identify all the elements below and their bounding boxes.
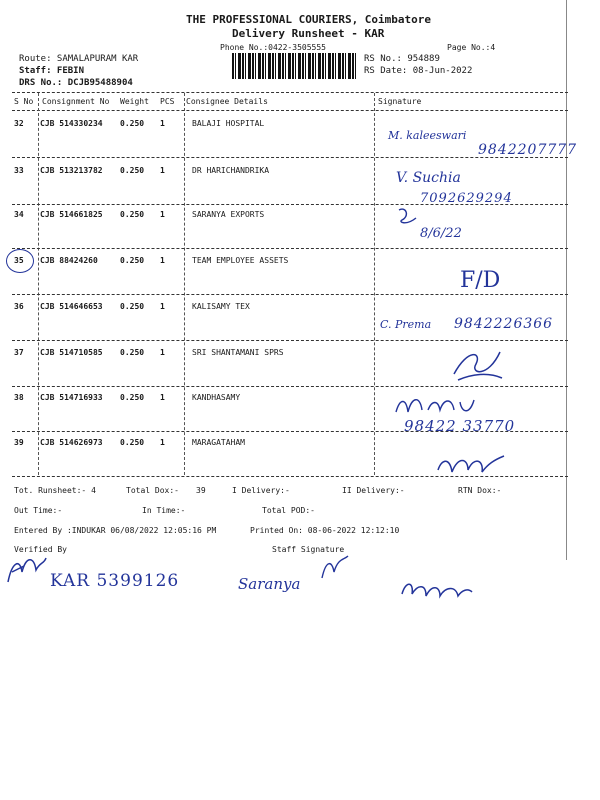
total-pod: Total POD:-: [262, 506, 315, 515]
col-sno: S No: [14, 97, 34, 106]
col-divider: [374, 93, 375, 475]
row-consignment: CJB 514646653: [40, 302, 103, 311]
row-consignment: CJB 514661825: [40, 210, 103, 219]
row-pcs: 1: [160, 256, 165, 265]
rs-number: RS No.: 954889: [364, 54, 440, 64]
row-weight: 0.250: [120, 256, 145, 265]
row-pcs: 1: [160, 348, 165, 357]
row-pcs: 1: [160, 210, 165, 219]
date-handwritten-34: 8/6/22: [420, 226, 462, 241]
total-dox-value: 39: [196, 486, 206, 495]
col-divider: [38, 93, 39, 475]
scribble-tamil-signature: [398, 576, 476, 604]
handwritten-code: KAR 5399126: [50, 571, 180, 591]
row-weight: 0.250: [120, 210, 145, 219]
scribble-signature-34: [396, 206, 420, 228]
row-sno: 39: [14, 438, 24, 447]
rs-date: RS Date: 08-Jun-2022: [364, 66, 473, 76]
scribble-verified-signature: [4, 552, 50, 588]
row-consignment: CJB 514710585: [40, 348, 103, 357]
row-sno: 38: [14, 393, 24, 402]
row-consignee: MARAGATAHAM: [192, 438, 245, 447]
row-weight: 0.250: [120, 348, 145, 357]
row-separator: [12, 340, 568, 341]
i-delivery: I Delivery:-: [232, 486, 290, 495]
runsheet-subtitle: Delivery Runsheet - KAR: [232, 27, 385, 40]
row-sno: 32: [14, 119, 24, 128]
rule: [12, 92, 568, 93]
row-weight: 0.250: [120, 166, 145, 175]
row-consignee: DR HARICHANDRIKA: [192, 166, 270, 175]
row-separator: [12, 294, 568, 295]
route: Route: SAMALAPURAM KAR: [19, 54, 139, 64]
phone-number: Phone No.:0422-3505555: [220, 43, 326, 52]
phone-handwritten-33: 7092629294: [420, 191, 513, 206]
signature-row-36: C. Prema: [380, 318, 432, 331]
in-time: In Time:-: [142, 506, 186, 515]
row-sno: 34: [14, 210, 24, 219]
row-pcs: 1: [160, 393, 165, 402]
row-weight: 0.250: [120, 393, 145, 402]
row-consignment: CJB 88424260: [40, 256, 98, 265]
row-consignment: CJB 514330234: [40, 119, 103, 128]
phone-handwritten-38: 98422 33770: [404, 417, 516, 435]
drs-number: DRS No.: DCJB95488904: [19, 78, 133, 88]
page-number: Page No.:4: [447, 43, 496, 52]
phone-handwritten-36: 9842226366: [454, 316, 554, 332]
row-separator: [12, 248, 568, 249]
out-time: Out Time:-: [14, 506, 63, 515]
row-pcs: 1: [160, 302, 165, 311]
signature-row-33: V. Suchia: [396, 170, 461, 186]
row-sno: 36: [14, 302, 24, 311]
ii-delivery: II Delivery:-: [342, 486, 405, 495]
row-consignment: CJB 514626973: [40, 438, 103, 447]
row-consignee: BALAJI HOSPITAL: [192, 119, 265, 128]
company-title: THE PROFESSIONAL COURIERS, Coimbatore: [186, 13, 432, 26]
row-consignee: SARANYA EXPORTS: [192, 210, 265, 219]
row-consignee: KANDHASAMY: [192, 393, 241, 402]
scribble-staff-initials: [318, 554, 352, 584]
phone-handwritten-32: 9842207777: [478, 142, 578, 158]
row-consignment: CJB 513213782: [40, 166, 103, 175]
row-sno: 37: [14, 348, 24, 357]
scribble-signature-38: [392, 392, 492, 418]
row-separator: [12, 386, 568, 387]
printed-on: Printed On: 08-06-2022 12:12:10: [250, 526, 400, 535]
row-pcs: 1: [160, 166, 165, 175]
row-sno: 33: [14, 166, 24, 175]
scribble-signature-39: [432, 450, 512, 480]
entered-by: Entered By :INDUKAR 06/08/2022 12:05:16 PM: [14, 526, 217, 535]
row-pcs: 1: [160, 438, 165, 447]
row-weight: 0.250: [120, 119, 145, 128]
row-weight: 0.250: [120, 438, 145, 447]
row-consignee: SRI SHANTAMANI SPRS: [192, 348, 284, 357]
verified-by-label: Verified By: [14, 545, 67, 554]
total-runsheet: Tot. Runsheet:- 4: [14, 486, 96, 495]
col-pcs: PCS: [160, 97, 175, 106]
rtn-dox: RTN Dox:-: [458, 486, 502, 495]
col-divider: [184, 93, 185, 475]
row-consignee: TEAM EMPLOYEE ASSETS: [192, 256, 289, 265]
col-consignment: Consignment No: [42, 97, 110, 106]
row-sno: 35: [14, 256, 24, 265]
row-weight: 0.250: [120, 302, 145, 311]
row-consignment: CJB 514716933: [40, 393, 103, 402]
total-dox-label: Total Dox:-: [126, 486, 179, 495]
note-handwritten-35: F/D: [460, 268, 501, 293]
signature-row-32: M. kaleeswari: [388, 129, 467, 142]
row-consignee: KALISAMY TEX: [192, 302, 250, 311]
rule: [12, 110, 568, 111]
scribble-signature-37: [448, 344, 508, 386]
staff-name: Staff: FEBIN: [19, 66, 85, 76]
col-consignee: Consignee Details: [186, 97, 268, 106]
col-signature: Signature: [378, 97, 422, 106]
staff-signature-handwritten: Saranya: [238, 575, 301, 593]
col-weight: Weight: [120, 97, 149, 106]
row-pcs: 1: [160, 119, 165, 128]
staff-signature-label: Staff Signature: [272, 545, 345, 554]
barcode: [232, 53, 356, 79]
